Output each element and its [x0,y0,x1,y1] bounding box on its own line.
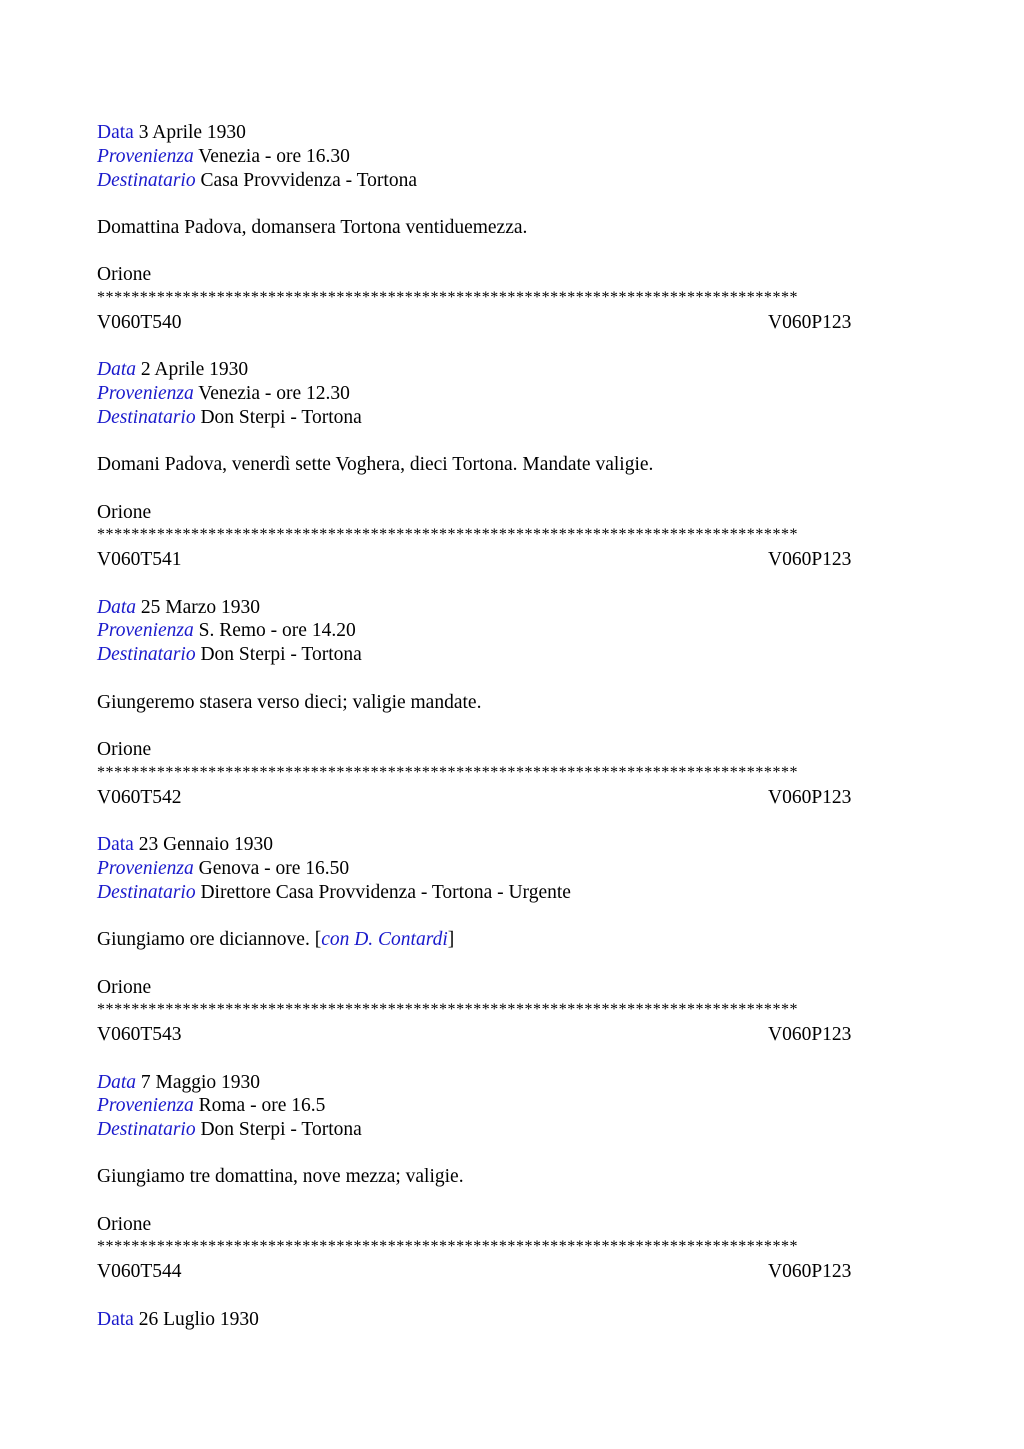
date-value: 23 Gennaio 1930 [138,834,273,855]
entry-recipient-line [97,406,362,430]
date-value: 2 Aprile 1930 [140,359,249,380]
telegram-text: Domattina Padova, domansera Tortona ventiduemezza. [97,217,528,238]
date-label: Data [97,834,134,855]
separator-stars: ********************************************************************************** [97,1238,799,1255]
reference-right: V060P123 [768,1024,852,1045]
recipient-label: Destinatario [97,644,196,665]
reference-left: V060T541 [97,549,182,570]
signature: Orione [97,739,152,760]
entry-origin-line [97,382,350,406]
origin-value: Venezia - ore 16.30 [198,146,350,167]
reference-right: V060P123 [768,549,852,570]
signature: Orione [97,1214,152,1235]
entry-date-line [97,1071,260,1095]
telegram-text: Giungiamo tre domattina, nove mezza; valigie. [97,1166,464,1187]
entry-recipient-line [97,1118,362,1142]
entry-date-line [97,833,273,857]
separator-stars: ********************************************************************************** [97,289,799,306]
reference-right: V060P123 [768,787,852,808]
telegram-text: Giungeremo stasera verso dieci; valigie mandate. [97,692,482,713]
recipient-label: Destinatario [97,170,196,191]
origin-value: Venezia - ore 12.30 [198,383,350,404]
editorial-note: con D. Contardi [321,929,448,950]
date-value: 26 Luglio 1930 [138,1309,259,1330]
entry-recipient-line [97,643,362,667]
signature: Orione [97,264,152,285]
recipient-value: Don Sterpi - Tortona [200,407,362,428]
separator-stars: ********************************************************************************** [97,1001,799,1018]
entry-origin-line [97,145,350,169]
origin-label: Provenienza [97,620,194,641]
recipient-value: Don Sterpi - Tortona [200,1119,362,1140]
recipient-value: Casa Provvidenza - Tortona [200,170,417,191]
recipient-value: Direttore Casa Provvidenza - Tortona - Urgente [200,882,571,903]
date-label: Data [97,597,136,618]
recipient-value: Don Sterpi - Tortona [200,644,362,665]
origin-value: S. Remo - ore 14.20 [198,620,356,641]
recipient-label: Destinatario [97,1119,196,1140]
signature: Orione [97,977,152,998]
reference-left: V060T540 [97,312,182,333]
entry-origin-line [97,1094,325,1118]
date-label: Data [97,359,136,380]
reference-left: V060T542 [97,787,182,808]
recipient-label: Destinatario [97,882,196,903]
separator-stars: ********************************************************************************** [97,526,799,543]
reference-right: V060P123 [768,1261,852,1282]
reference-left: V060T543 [97,1024,182,1045]
telegram-text [97,928,454,952]
entry-origin-line [97,857,349,881]
entry-recipient-line [97,169,417,193]
entry-date-line [97,121,246,145]
origin-value: Genova - ore 16.50 [198,858,350,879]
separator-stars: ********************************************************************************** [97,764,799,781]
reference-left: V060T544 [97,1261,182,1282]
date-value: 7 Maggio 1930 [140,1072,261,1093]
date-label: Data [97,1072,136,1093]
date-value: 3 Aprile 1930 [138,122,246,143]
reference-right: V060P123 [768,312,852,333]
origin-label: Provenienza [97,1095,194,1116]
date-label: Data [97,122,134,143]
telegram-text-main: Giungiamo ore diciannove. [ [97,929,322,950]
date-label: Data [97,1309,134,1330]
origin-value: Roma - ore 16.5 [198,1095,326,1116]
origin-label: Provenienza [97,858,194,879]
origin-label: Provenienza [97,383,194,404]
telegram-text-close: ] [447,929,455,950]
entry-date-line [97,358,248,382]
telegram-text: Domani Padova, venerdì sette Voghera, dieci Tortona. Mandate valigie. [97,454,654,475]
entry-recipient-line [97,881,571,905]
entry-origin-line [97,619,356,643]
signature: Orione [97,502,152,523]
entry-date-line [97,596,260,620]
date-value: 25 Marzo 1930 [140,597,261,618]
recipient-label: Destinatario [97,407,196,428]
origin-label: Provenienza [97,146,194,167]
entry-date-line [97,1308,259,1332]
